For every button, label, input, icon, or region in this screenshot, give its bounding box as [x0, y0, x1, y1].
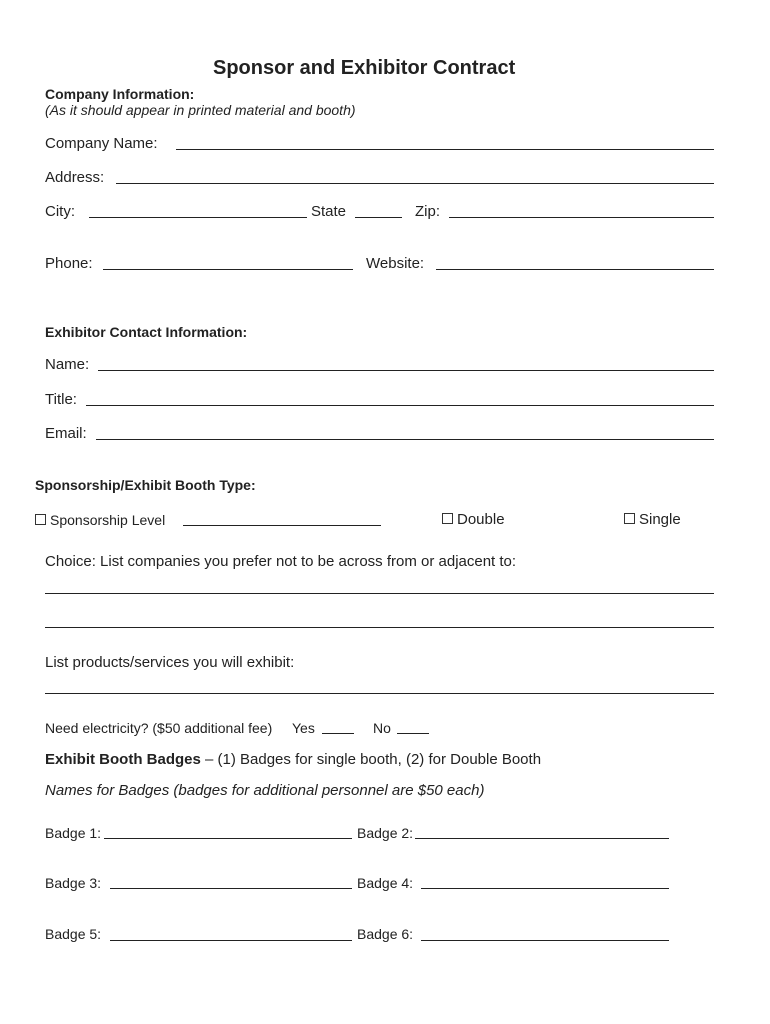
- badge-4-label: Badge 4:: [357, 875, 414, 891]
- state-label: State: [311, 203, 347, 220]
- booth-type-heading: Sponsorship/Exhibit Booth Type:: [35, 477, 256, 493]
- checkbox-icon[interactable]: [442, 513, 453, 524]
- badges-heading-line: [45, 751, 541, 768]
- contact-email-label: Email:: [45, 425, 87, 442]
- phone-field[interactable]: [103, 269, 353, 270]
- sponsorship-option[interactable]: [35, 512, 165, 528]
- products-label: List products/services you will exhibit:: [45, 654, 295, 671]
- double-option[interactable]: [442, 511, 505, 528]
- double-label: Double: [457, 511, 505, 528]
- badge-2-field[interactable]: [415, 838, 669, 839]
- products-field[interactable]: [45, 693, 714, 694]
- badges-detail: – (1) Badges for single booth, (2) for Double Booth: [200, 751, 542, 768]
- badges-note: Names for Badges (badges for additional personnel are $50 each): [45, 782, 485, 799]
- contact-title-label: Title:: [45, 391, 77, 408]
- choice-label: Choice: List companies you prefer not to be across from or adjacent to:: [45, 553, 517, 570]
- badge-1-label: Badge 1:: [45, 825, 102, 841]
- badge-5-field[interactable]: [110, 940, 352, 941]
- contact-name-field[interactable]: [98, 370, 714, 371]
- badge-6-field[interactable]: [421, 940, 669, 941]
- badge-3-label: Badge 3:: [45, 875, 102, 891]
- company-name-label: Company Name:: [45, 135, 158, 152]
- badge-2-label: Badge 2:: [357, 825, 414, 841]
- electricity-no-label: No: [373, 720, 391, 736]
- phone-label: Phone:: [45, 255, 93, 272]
- city-field[interactable]: [89, 217, 307, 218]
- checkbox-icon[interactable]: [624, 513, 635, 524]
- electricity-yes-label: Yes: [292, 720, 315, 736]
- badges-heading: Exhibit Booth Badges: [45, 751, 201, 768]
- contact-info-heading: Exhibitor Contact Information:: [45, 324, 248, 340]
- sponsorship-level-field[interactable]: [183, 525, 381, 526]
- website-field[interactable]: [436, 269, 714, 270]
- state-field[interactable]: [355, 217, 402, 218]
- checkbox-icon[interactable]: [35, 514, 46, 525]
- badge-3-field[interactable]: [110, 888, 352, 889]
- zip-label: Zip:: [415, 203, 441, 220]
- website-label: Website:: [366, 255, 425, 272]
- city-label: City:: [45, 203, 75, 220]
- company-name-field[interactable]: [176, 149, 714, 150]
- company-info-heading: Company Information:: [45, 86, 195, 102]
- company-info-subheading: (As it should appear in printed material and booth): [45, 102, 356, 118]
- address-field[interactable]: [116, 183, 714, 184]
- electricity-no-field[interactable]: [397, 733, 429, 734]
- single-label: Single: [639, 511, 681, 528]
- address-label: Address:: [45, 169, 105, 186]
- contact-email-field[interactable]: [96, 439, 714, 440]
- contact-name-label: Name:: [45, 356, 90, 373]
- electricity-label: Need electricity? ($50 additional fee): [45, 720, 273, 736]
- electricity-yes-field[interactable]: [322, 733, 354, 734]
- single-option[interactable]: [624, 511, 681, 528]
- zip-field[interactable]: [449, 217, 714, 218]
- choice-field-2[interactable]: [45, 627, 714, 628]
- sponsorship-label: Sponsorship Level: [50, 512, 166, 528]
- badge-1-field[interactable]: [104, 838, 352, 839]
- page-title: Sponsor and Exhibitor Contract: [213, 57, 516, 79]
- badge-5-label: Badge 5:: [45, 926, 102, 942]
- contact-title-field[interactable]: [86, 405, 714, 406]
- choice-field-1[interactable]: [45, 593, 714, 594]
- badge-6-label: Badge 6:: [357, 926, 414, 942]
- badge-4-field[interactable]: [421, 888, 669, 889]
